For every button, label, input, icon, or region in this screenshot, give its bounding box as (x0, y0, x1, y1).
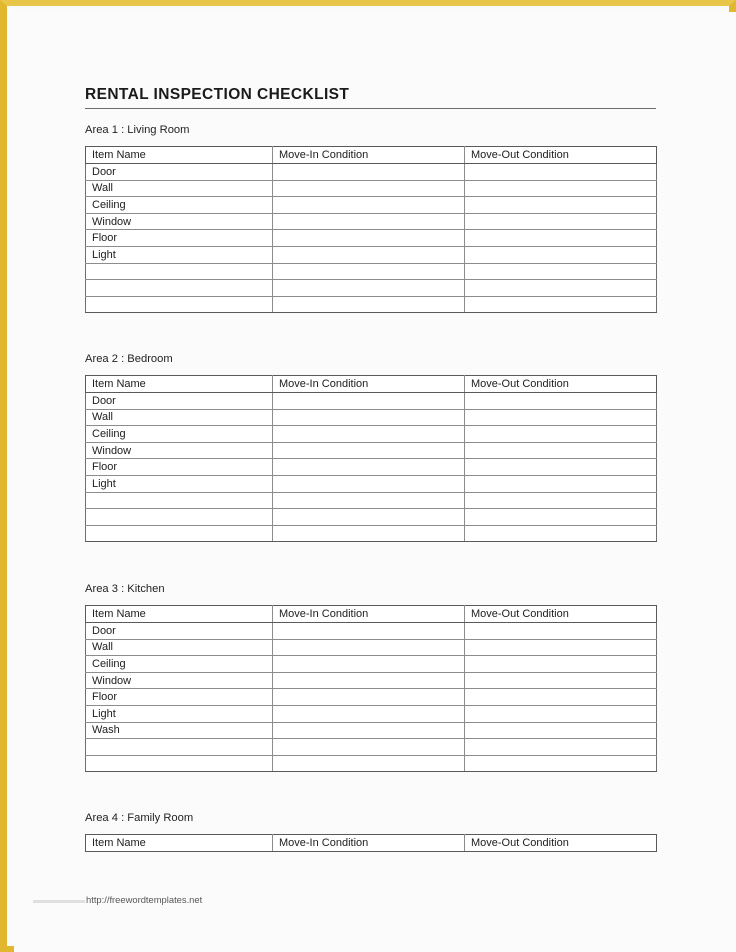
cell-item-name[interactable]: Wall (86, 639, 273, 656)
cell-move-in-condition[interactable] (273, 755, 465, 772)
table-row (86, 296, 657, 313)
checklist-table (85, 605, 657, 772)
cell-item-name-empty[interactable] (86, 739, 273, 756)
cell-move-in-condition[interactable] (273, 197, 465, 214)
column-header-move-in: Move-In Condition (273, 376, 465, 393)
cell-move-out-condition[interactable] (465, 393, 657, 410)
cell-move-out-condition[interactable] (465, 213, 657, 230)
cell-move-in-condition[interactable] (273, 509, 465, 526)
cell-move-in-condition[interactable] (273, 230, 465, 247)
cell-item-name[interactable]: Wall (86, 409, 273, 426)
cell-move-out-condition[interactable] (465, 689, 657, 706)
checklist-table (85, 146, 657, 313)
page-title: RENTAL INSPECTION CHECKLIST (85, 86, 350, 103)
footer-url-text: http://freewordtemplates.net (86, 894, 203, 905)
table-row (86, 263, 657, 280)
cell-move-in-condition[interactable] (273, 459, 465, 476)
table-row (86, 672, 657, 689)
cell-move-in-condition[interactable] (273, 246, 465, 263)
table-row (86, 623, 657, 640)
section-label: Area 1 : Living Room (85, 124, 190, 136)
cell-move-in-condition[interactable] (273, 672, 465, 689)
cell-item-name[interactable]: Door (86, 164, 273, 181)
cell-move-in-condition[interactable] (273, 426, 465, 443)
table-row (86, 459, 657, 476)
cell-move-in-condition[interactable] (273, 689, 465, 706)
section-label: Area 3 : Kitchen (85, 583, 165, 595)
cell-item-name[interactable]: Window (86, 672, 273, 689)
cell-move-out-condition[interactable] (465, 492, 657, 509)
cell-move-out-condition[interactable] (465, 280, 657, 297)
cell-move-out-condition[interactable] (465, 246, 657, 263)
table-row (86, 639, 657, 656)
table-row (86, 509, 657, 526)
cell-move-out-condition[interactable] (465, 656, 657, 673)
table-header-row (86, 147, 657, 164)
checklist-section (85, 583, 656, 772)
checklist-table (85, 375, 657, 542)
cell-move-in-condition[interactable] (273, 409, 465, 426)
column-header-move-in: Move-In Condition (273, 147, 465, 164)
table-row (86, 426, 657, 443)
table-row (86, 197, 657, 214)
cell-move-out-condition[interactable] (465, 230, 657, 247)
cell-move-in-condition[interactable] (273, 492, 465, 509)
table-row (86, 525, 657, 542)
cell-move-out-condition[interactable] (465, 296, 657, 313)
cell-item-name[interactable]: Ceiling (86, 426, 273, 443)
cell-item-name[interactable]: Wash (86, 722, 273, 739)
table-row (86, 656, 657, 673)
cell-item-name-empty[interactable] (86, 492, 273, 509)
cell-move-in-condition[interactable] (273, 280, 465, 297)
cell-move-out-condition[interactable] (465, 409, 657, 426)
cell-move-in-condition[interactable] (273, 623, 465, 640)
cell-move-in-condition[interactable] (273, 164, 465, 181)
column-header-move-in: Move-In Condition (273, 835, 465, 852)
cell-move-in-condition[interactable] (273, 475, 465, 492)
cell-item-name-empty[interactable] (86, 296, 273, 313)
checklist-section (85, 353, 656, 542)
table-row (86, 280, 657, 297)
column-header-move-out: Move-Out Condition (465, 835, 657, 852)
cell-item-name[interactable]: Window (86, 442, 273, 459)
cell-item-name-empty[interactable] (86, 755, 273, 772)
table-row (86, 180, 657, 197)
cell-item-name[interactable]: Light (86, 246, 273, 263)
cell-move-in-condition[interactable] (273, 296, 465, 313)
cell-item-name-empty[interactable] (86, 509, 273, 526)
cell-move-out-condition[interactable] (465, 459, 657, 476)
cell-item-name[interactable]: Light (86, 705, 273, 722)
cell-item-name-empty[interactable] (86, 525, 273, 542)
cell-move-in-condition[interactable] (273, 393, 465, 410)
table-row (86, 442, 657, 459)
cell-move-out-condition[interactable] (465, 263, 657, 280)
cell-move-in-condition[interactable] (273, 180, 465, 197)
table-row (86, 722, 657, 739)
cell-item-name[interactable]: Floor (86, 459, 273, 476)
table-row (86, 409, 657, 426)
column-header-move-out: Move-Out Condition (465, 376, 657, 393)
cell-move-out-condition[interactable] (465, 197, 657, 214)
cell-move-out-condition[interactable] (465, 442, 657, 459)
column-header-item-name: Item Name (86, 606, 273, 623)
table-header-row (86, 835, 657, 852)
cell-move-in-condition[interactable] (273, 442, 465, 459)
checklist-section (85, 124, 656, 313)
cell-item-name[interactable]: Ceiling (86, 197, 273, 214)
cell-move-out-condition[interactable] (465, 180, 657, 197)
table-header-row (86, 606, 657, 623)
cell-move-in-condition[interactable] (273, 705, 465, 722)
column-header-move-out: Move-Out Condition (465, 606, 657, 623)
table-row (86, 230, 657, 247)
cell-item-name-empty[interactable] (86, 263, 273, 280)
cell-move-out-condition[interactable] (465, 705, 657, 722)
cell-move-in-condition[interactable] (273, 722, 465, 739)
cell-move-in-condition[interactable] (273, 739, 465, 756)
cell-move-out-condition[interactable] (465, 672, 657, 689)
cell-move-in-condition[interactable] (273, 656, 465, 673)
cell-item-name[interactable]: Light (86, 475, 273, 492)
table-row (86, 492, 657, 509)
cell-item-name-empty[interactable] (86, 280, 273, 297)
column-header-item-name: Item Name (86, 147, 273, 164)
cell-move-out-condition[interactable] (465, 164, 657, 181)
cell-move-out-condition[interactable] (465, 755, 657, 772)
footer-artifact-mark (33, 900, 85, 903)
column-header-item-name: Item Name (86, 835, 273, 852)
cell-move-in-condition[interactable] (273, 263, 465, 280)
column-header-move-out: Move-Out Condition (465, 147, 657, 164)
cell-item-name[interactable]: Door (86, 393, 273, 410)
cell-move-out-condition[interactable] (465, 739, 657, 756)
cell-move-in-condition[interactable] (273, 525, 465, 542)
cell-item-name[interactable]: Floor (86, 230, 273, 247)
cell-move-in-condition[interactable] (273, 639, 465, 656)
section-label: Area 4 : Family Room (85, 812, 194, 824)
cell-item-name[interactable]: Window (86, 213, 273, 230)
cell-move-out-condition[interactable] (465, 475, 657, 492)
table-row (86, 246, 657, 263)
table-row (86, 705, 657, 722)
checklist-section (85, 812, 656, 852)
cell-move-out-condition[interactable] (465, 509, 657, 526)
cell-item-name[interactable]: Door (86, 623, 273, 640)
section-label: Area 2 : Bedroom (85, 353, 173, 365)
checklist-table (85, 834, 657, 852)
title-underline-rule (85, 108, 656, 109)
cell-move-out-condition[interactable] (465, 426, 657, 443)
cell-item-name[interactable]: Floor (86, 689, 273, 706)
cell-item-name[interactable]: Ceiling (86, 656, 273, 673)
table-row (86, 475, 657, 492)
cell-move-out-condition[interactable] (465, 639, 657, 656)
table-row (86, 755, 657, 772)
table-row (86, 213, 657, 230)
table-header-row (86, 376, 657, 393)
cell-move-out-condition[interactable] (465, 722, 657, 739)
cell-move-in-condition[interactable] (273, 213, 465, 230)
column-header-move-in: Move-In Condition (273, 606, 465, 623)
table-row (86, 164, 657, 181)
cell-move-out-condition[interactable] (465, 525, 657, 542)
column-header-item-name: Item Name (86, 376, 273, 393)
table-row (86, 393, 657, 410)
table-row (86, 739, 657, 756)
cell-move-out-condition[interactable] (465, 623, 657, 640)
table-row (86, 689, 657, 706)
cell-item-name[interactable]: Wall (86, 180, 273, 197)
